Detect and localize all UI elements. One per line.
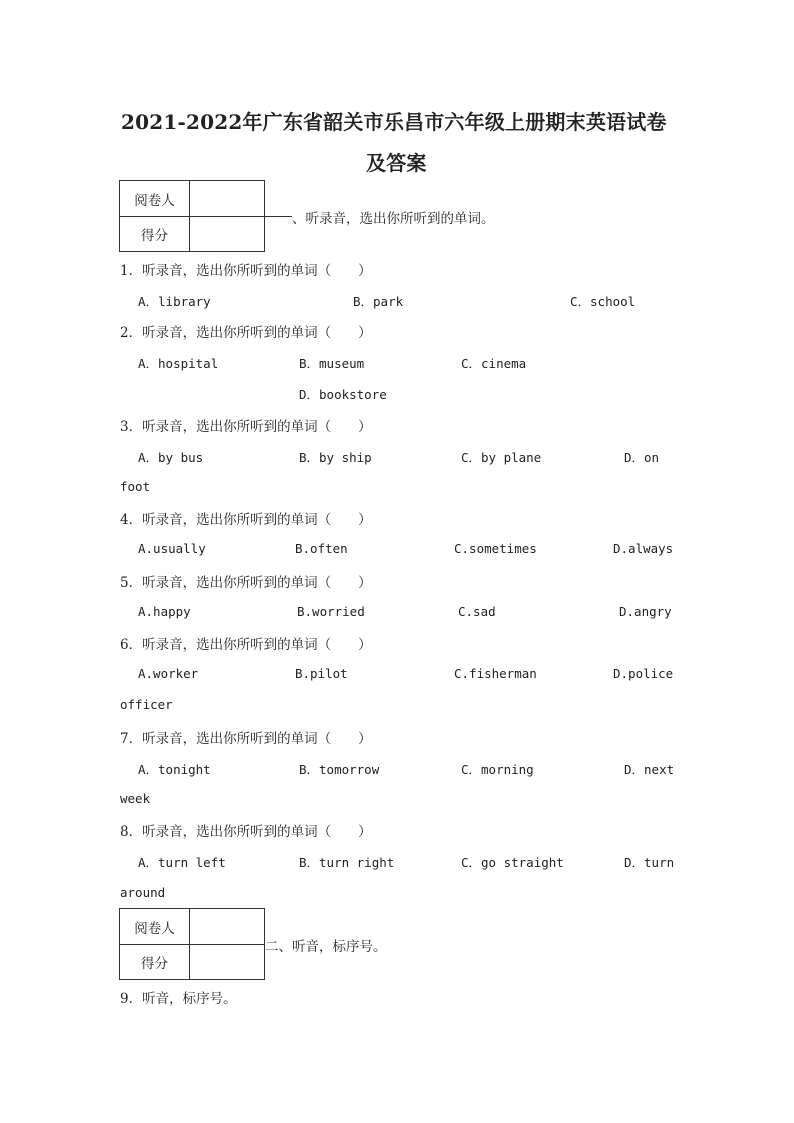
question-prompt: 7．听录音，选出你所听到的单词（ ） [120, 731, 372, 747]
option-b[interactable]: B．turn right [299, 855, 395, 870]
option-a[interactable]: A．library [138, 294, 211, 309]
section-heading-rule [265, 216, 292, 217]
option-c[interactable]: C.sometimes [454, 541, 537, 556]
grader-score-box [119, 908, 265, 980]
option-d[interactable]: D．on [624, 450, 660, 465]
option-c[interactable]: C.fisherman [454, 666, 537, 681]
question-prompt: 5．听录音，选出你所听到的单词（ ） [120, 575, 372, 591]
option-b[interactable]: B.worried [297, 604, 365, 619]
grader-signature-cell[interactable] [190, 909, 264, 944]
option-b[interactable]: B．museum [299, 356, 365, 371]
question-prompt: 2．听录音，选出你所听到的单词（ ） [120, 325, 372, 341]
document-title-line1: 2021-2022年广东省韶关市乐昌市六年级上册期末英语试卷 [121, 110, 667, 134]
score-row [120, 944, 264, 979]
grader-label: 阅卷人 [120, 181, 190, 216]
option-b[interactable]: B.pilot [295, 666, 348, 681]
option-d-wrap: around [120, 885, 166, 900]
option-d[interactable]: D．turn [624, 855, 675, 870]
score-label: 得分 [120, 216, 190, 251]
option-b[interactable]: B.often [295, 541, 348, 556]
option-d-wrap: officer [120, 697, 173, 712]
question-prompt: 3．听录音，选出你所听到的单词（ ） [120, 419, 372, 435]
option-a[interactable]: A．by bus [138, 450, 204, 465]
question-prompt: 8．听录音，选出你所听到的单词（ ） [120, 824, 372, 840]
option-b[interactable]: B．tomorrow [299, 762, 380, 777]
option-a[interactable]: A．turn left [138, 855, 226, 870]
option-c[interactable]: C．morning [461, 762, 534, 777]
option-d[interactable]: D.police [613, 666, 674, 681]
score-cell[interactable] [190, 944, 264, 979]
question-prompt: 9．听音，标序号。 [120, 991, 237, 1007]
option-d-wrap: week [120, 791, 151, 806]
option-a[interactable]: A．hospital [138, 356, 219, 371]
option-d[interactable]: D．next [624, 762, 675, 777]
grader-score-box [119, 180, 265, 252]
grader-label: 阅卷人 [120, 909, 190, 944]
option-b[interactable]: B．by ship [299, 450, 372, 465]
section-heading: 、听录音，选出你所听到的单词。 [292, 211, 495, 227]
option-c[interactable]: C.sad [458, 604, 496, 619]
section-heading: 二、听音，标序号。 [265, 939, 387, 955]
option-d-wrap: foot [120, 479, 151, 494]
option-a[interactable]: A.worker [138, 666, 199, 681]
option-d[interactable]: D．bookstore [299, 387, 387, 402]
question-prompt: 4．听录音，选出你所听到的单词（ ） [120, 512, 372, 528]
grader-signature-cell[interactable] [190, 181, 264, 216]
question-prompt: 1．听录音，选出你所听到的单词（ ） [120, 263, 372, 279]
option-a[interactable]: A．tonight [138, 762, 211, 777]
option-b[interactable]: B．park [353, 294, 404, 309]
grader-row [120, 909, 264, 945]
option-d[interactable]: D.angry [619, 604, 672, 619]
document-title-line2: 及答案 [366, 151, 427, 175]
option-d[interactable]: D.always [613, 541, 674, 556]
option-a[interactable]: A.usually [138, 541, 206, 556]
score-cell[interactable] [190, 216, 264, 251]
option-c[interactable]: C．school [570, 294, 636, 309]
score-row [120, 216, 264, 251]
option-c[interactable]: C．cinema [461, 356, 527, 371]
score-label: 得分 [120, 944, 190, 979]
question-prompt: 6．听录音，选出你所听到的单词（ ） [120, 637, 372, 653]
option-c[interactable]: C．go straight [461, 855, 564, 870]
option-c[interactable]: C．by plane [461, 450, 542, 465]
grader-row [120, 181, 264, 217]
option-a[interactable]: A.happy [138, 604, 191, 619]
